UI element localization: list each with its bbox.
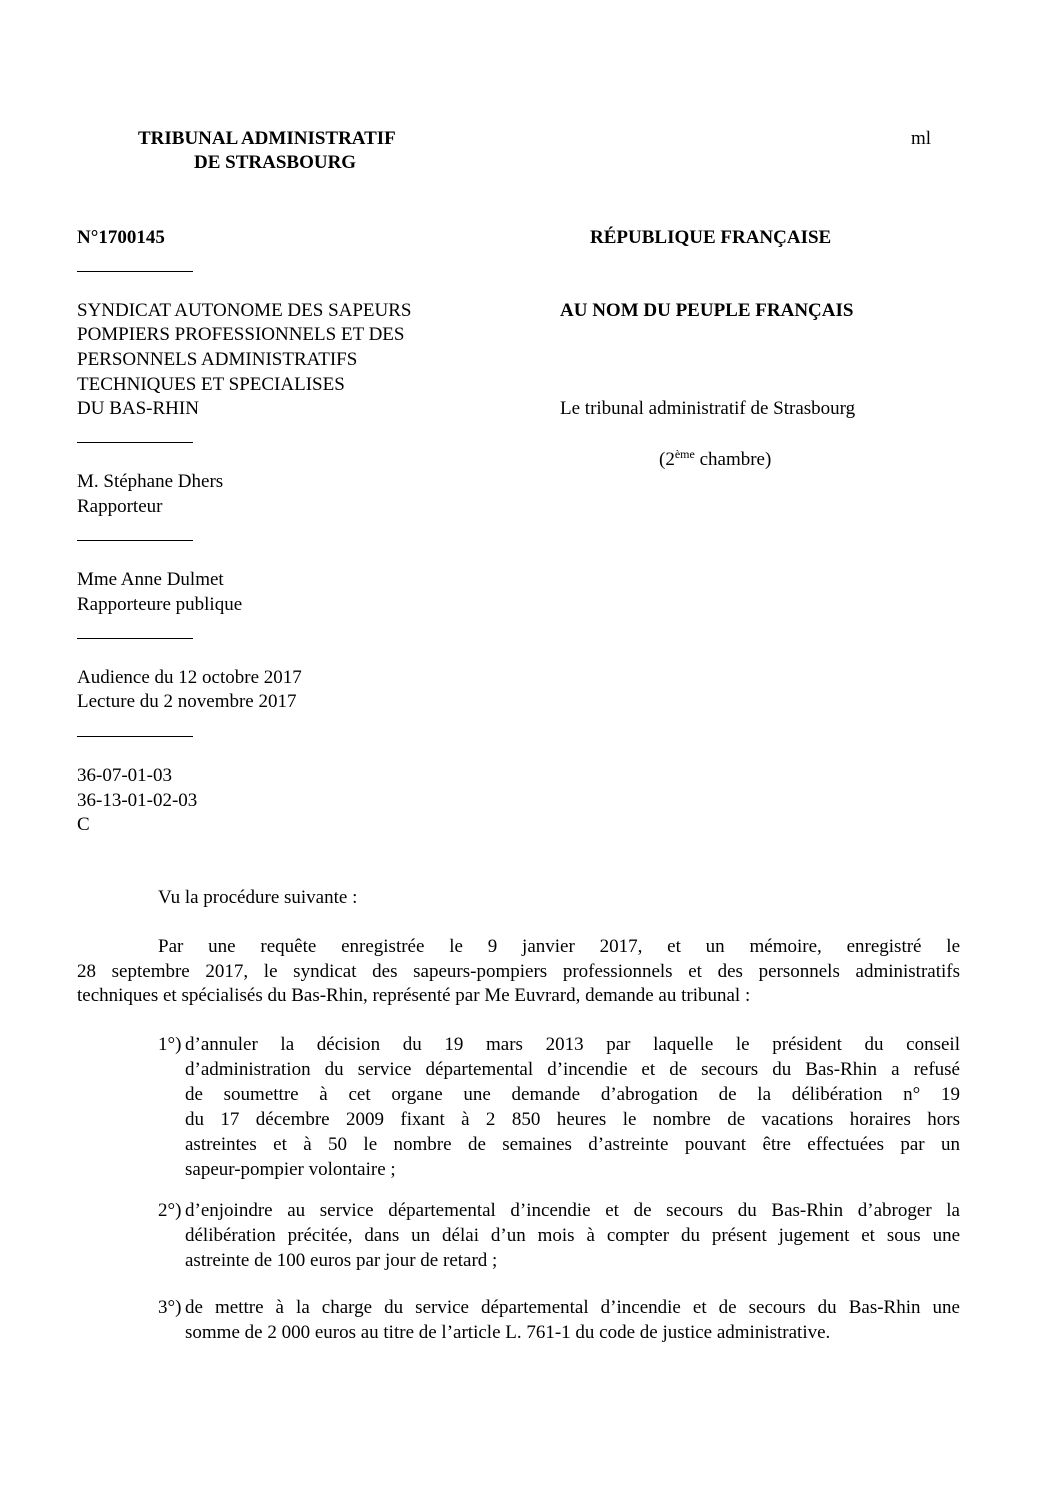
request-paragraph-line3: techniques et spécialisés du Bas-Rhin, représenté par Me Euvrard, demande au tribunal : <box>77 985 751 1006</box>
request-item-3 <box>158 1295 960 1345</box>
in-the-name-heading: AU NOM DU PEUPLE FRANÇAIS <box>560 300 854 321</box>
chamber-ordinal: ème <box>674 447 695 461</box>
plaintiff-line: SYNDICAT AUTONOME DES SAPEURS <box>77 300 412 321</box>
plaintiff-line: POMPIERS PROFESSIONNELS ET DES <box>77 324 405 345</box>
clerk-initials: ml <box>911 128 932 149</box>
separator-rule <box>77 540 193 541</box>
request-paragraph-line2: 28 septembre 2017, le syndicat des sapeurs-pompiers professionnels et des personnels administratifs <box>77 961 960 982</box>
public-rapporteur-role: Rapporteure publique <box>77 594 243 615</box>
plaintiff-line: DU BAS-RHIN <box>77 398 199 419</box>
item-number: 3°) <box>158 1297 182 1318</box>
court-name-line1: TRIBUNAL ADMINISTRATIF <box>138 128 396 149</box>
item-line: d’annuler la décision du 19 mars 2013 par laquelle le président du conseil <box>185 1034 960 1055</box>
plaintiff-line: PERSONNELS ADMINISTRATIFS <box>77 349 358 370</box>
public-rapporteur-name: Mme Anne Dulmet <box>77 569 224 590</box>
tribunal-name: Le tribunal administratif de Strasbourg <box>560 398 856 419</box>
case-number: N°1700145 <box>77 227 165 248</box>
chamber-close: chambre) <box>694 449 772 470</box>
request-paragraph-line1: Par une requête enregistrée le 9 janvier 2017, et un mémoire, enregistré le <box>158 936 960 957</box>
item-line: de mettre à la charge du service départemental d’incendie et de secours du Bas-Rhin une <box>185 1297 960 1318</box>
item-line: d’enjoindre au service départemental d’incendie et de secours du Bas-Rhin d’abroger la <box>185 1200 960 1221</box>
item-line: d’administration du service départemental d’incendie et de secours du Bas-Rhin a refusé <box>185 1059 960 1080</box>
item-line: délibération précitée, dans un délai d’un mois à compter du présent jugement et sous une <box>185 1225 960 1246</box>
classification-code: C <box>77 814 90 835</box>
item-line: sapeur-pompier volontaire ; <box>185 1159 396 1180</box>
item-line: astreintes et à 50 le nombre de semaines d’astreinte pouvant être effectuées par un <box>185 1134 960 1155</box>
republic-heading: RÉPUBLIQUE FRANÇAISE <box>590 227 832 248</box>
request-item-1 <box>158 1032 960 1182</box>
separator-rule <box>77 638 193 639</box>
item-line: du 17 décembre 2009 fixant à 2 850 heures le nombre de vacations horaires hors <box>185 1109 960 1130</box>
rapporteur-name: M. Stéphane Dhers <box>77 471 224 492</box>
item-number: 2°) <box>158 1200 182 1221</box>
classification-code: 36-07-01-03 <box>77 765 172 786</box>
classification-code: 36-13-01-02-03 <box>77 790 198 811</box>
court-name-line2: DE STRASBOURG <box>194 152 357 173</box>
reading-date: Lecture du 2 novembre 2017 <box>77 691 297 712</box>
item-number: 1°) <box>158 1034 182 1055</box>
separator-rule <box>77 271 193 272</box>
plaintiff-line: TECHNIQUES ET SPECIALISES <box>77 374 345 395</box>
chamber-open: (2 <box>659 449 675 470</box>
procedure-intro: Vu la procédure suivante : <box>158 887 358 908</box>
item-line: somme de 2 000 euros au titre de l’article L. 761-1 du code de justice administrative. <box>185 1322 831 1343</box>
separator-rule <box>77 442 193 443</box>
hearing-date: Audience du 12 octobre 2017 <box>77 667 302 688</box>
chamber-label <box>659 447 771 472</box>
item-line: astreinte de 100 euros par jour de retard ; <box>185 1250 498 1271</box>
separator-rule <box>77 736 193 737</box>
item-line: de soumettre à cet organe une demande d’abrogation de la délibération n° 19 <box>185 1084 960 1105</box>
request-item-2 <box>158 1198 960 1273</box>
rapporteur-role: Rapporteur <box>77 496 163 517</box>
